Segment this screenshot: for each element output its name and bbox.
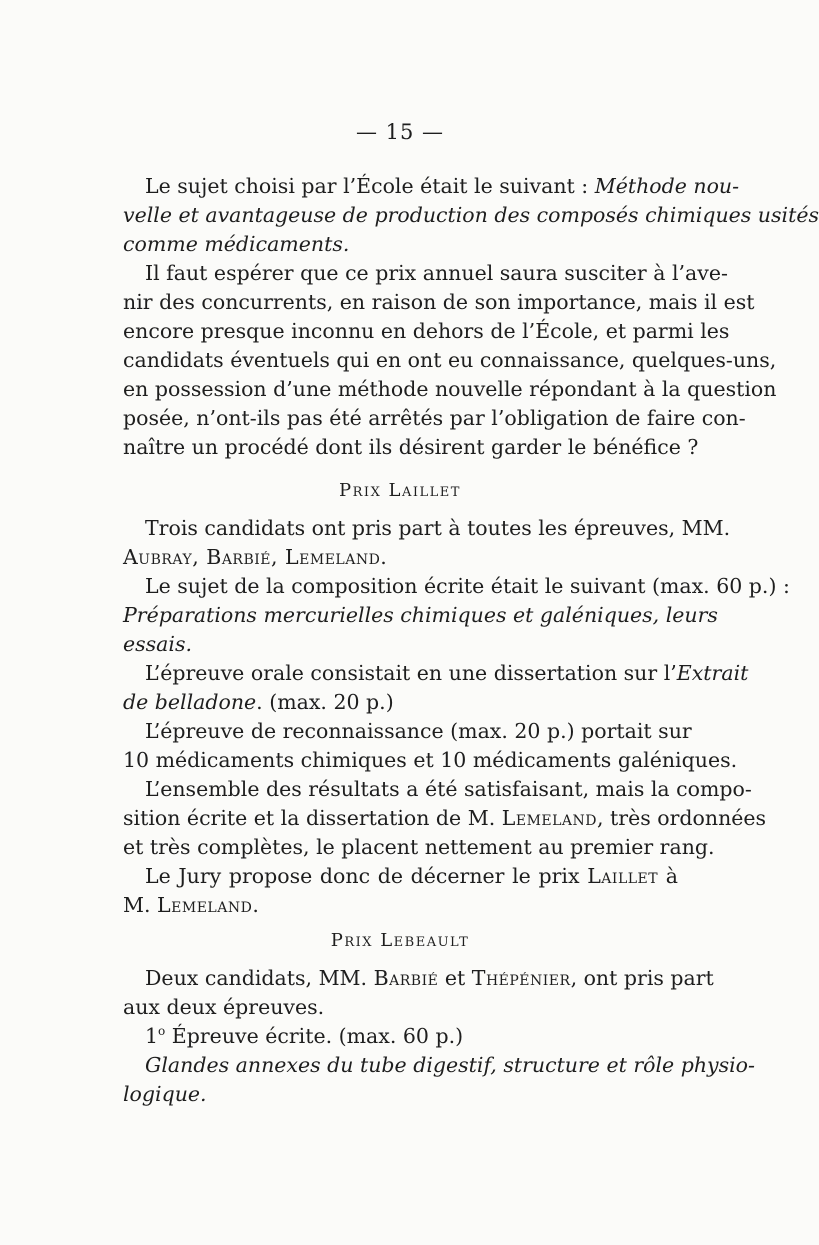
section-lebeault-body: [123, 964, 755, 1109]
text-line: encore presque inconnu en dehors de l’École, et parmi les: [123, 319, 730, 343]
text-line: velle et avantageuse de production des composés chimiques usités: [123, 203, 819, 227]
paragraph-subject: [123, 172, 819, 259]
section-heading-laillet: Prix Laillet: [339, 480, 461, 501]
text-line: comme médicaments.: [123, 232, 350, 256]
text-line: sition écrite et la dissertation de M. Lemeland, très ordonnées: [123, 806, 767, 830]
text-line: logique.: [123, 1082, 207, 1106]
section-heading-lebeault: Prix Lebeault: [330, 930, 470, 951]
text-line: essais.: [123, 632, 192, 656]
paragraph-hope: [123, 259, 777, 462]
text-line: 10 médicaments chimiques et 10 médicaments galéniques.: [123, 748, 738, 772]
text-line: aux deux épreuves.: [123, 995, 325, 1019]
text-line: naître un procédé dont ils désirent garder le bénéfice ?: [123, 435, 699, 459]
text-line: 1$^o$ Épreuve écrite. (max. 60 p.): [145, 1024, 464, 1048]
text-line: Deux candidats, MM. Barbié et Thépénier, ont pris part: [145, 966, 714, 990]
text-line: nir des concurrents, en raison de son importance, mais il est: [123, 290, 755, 314]
text-line: Le sujet choisi par l’École était le suivant : Méthode nou-: [145, 174, 740, 198]
text-line: M. Lemeland.: [123, 893, 259, 917]
text-line: en possession d’une méthode nouvelle répondant à la question: [123, 377, 777, 401]
text-line: Glandes annexes du tube digestif, structure et rôle physio-: [145, 1053, 755, 1077]
text-line: posée, n’ont-ils pas été arrêtés par l’obligation de faire con-: [123, 406, 746, 430]
text-line: Le sujet de la composition écrite était le suivant (max. 60 p.) :: [145, 574, 790, 598]
text-line: Aubray, Barbié, Lemeland.: [123, 545, 388, 569]
text-line: Trois candidats ont pris part à toutes les épreuves, MM.: [145, 516, 731, 540]
text-line: de belladone. (max. 20 p.): [123, 690, 394, 714]
text-line: Le Jury propose donc de décerner le prix Laillet à: [145, 864, 678, 888]
text-line: candidats éventuels qui en ont eu connaissance, quelques-uns,: [123, 348, 777, 372]
text-line: L’ensemble des résultats a été satisfaisant, mais la compo-: [145, 777, 752, 801]
section-laillet-body: [123, 514, 790, 920]
page-number: — 15 —: [355, 120, 445, 144]
text-line: et très complètes, le placent nettement au premier rang.: [123, 835, 715, 859]
text-line: L’épreuve orale consistait en une dissertation sur l’Extrait: [145, 661, 749, 685]
text-line: L’épreuve de reconnaissance (max. 20 p.) portait sur: [145, 719, 692, 743]
text-line: Il faut espérer que ce prix annuel saura susciter à l’ave-: [145, 261, 728, 285]
text-line: Préparations mercurielles chimiques et galéniques, leurs: [123, 603, 718, 627]
